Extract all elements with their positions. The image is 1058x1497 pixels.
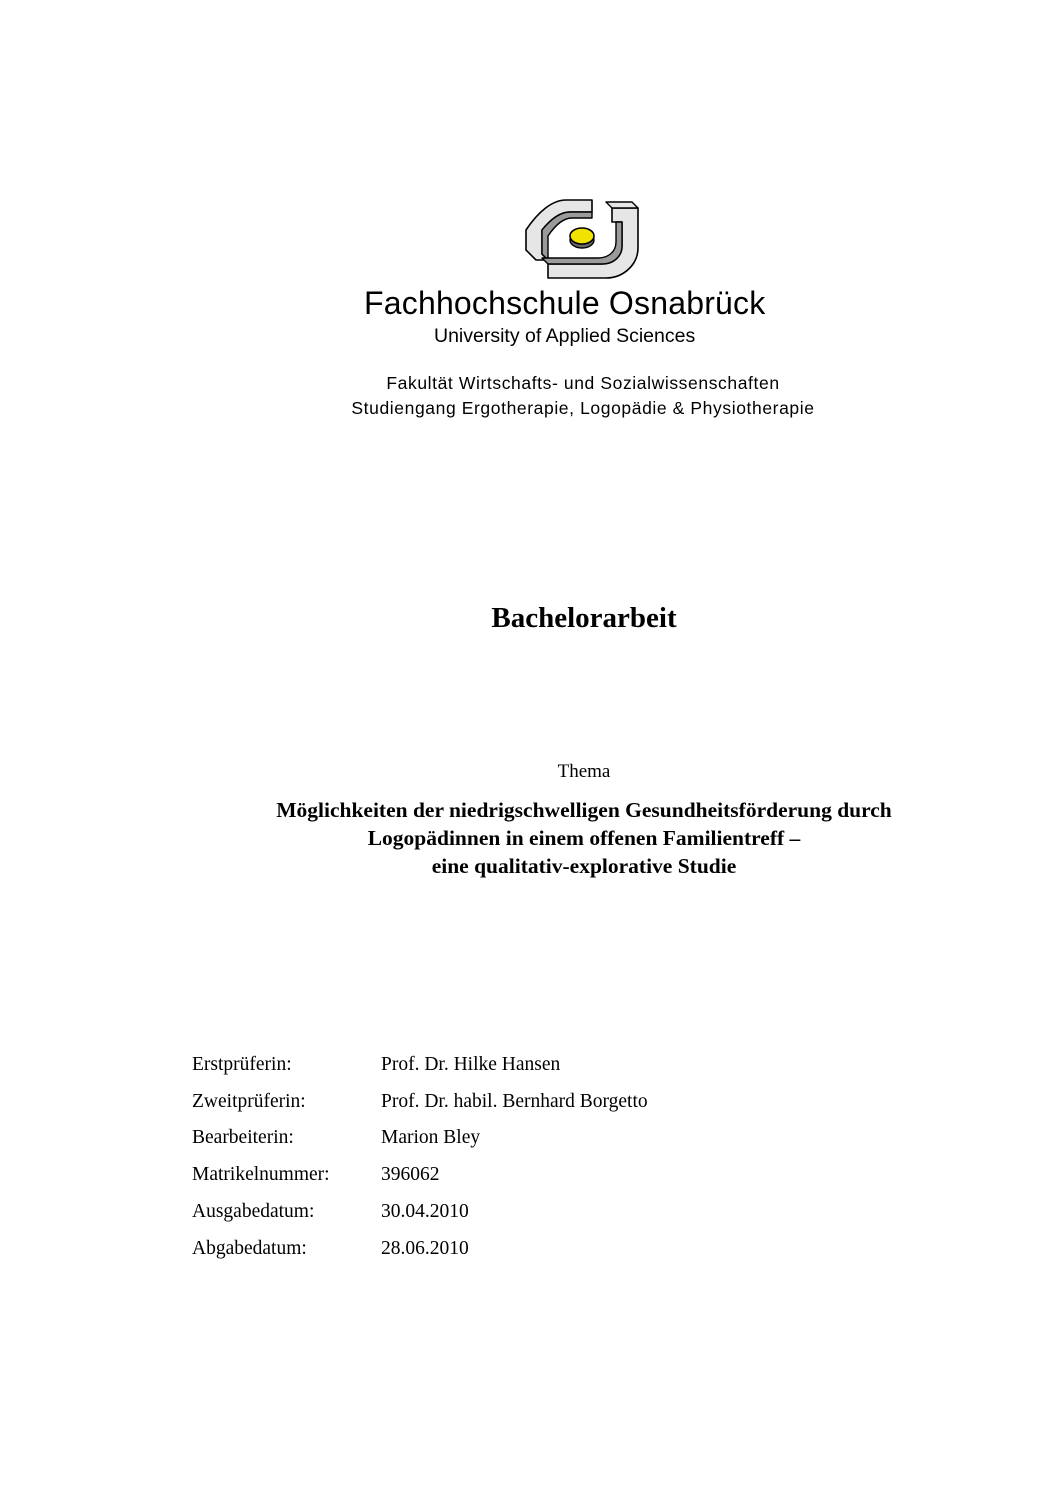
detail-value: 30.04.2010: [381, 1201, 469, 1222]
thesis-title-line-3: eine qualitativ-explorative Studie: [431, 854, 737, 878]
faculty-name: Fakultät Wirtschafts- und Sozialwissenschaften: [386, 373, 780, 393]
topic-label: Thema: [557, 761, 611, 782]
institution-subtitle: University of Applied Sciences: [434, 325, 696, 347]
detail-label: Bearbeiterin:: [192, 1127, 294, 1148]
institution-name: Fachhochschule Osnabrück: [364, 285, 766, 321]
detail-label: Erstprüferin:: [192, 1054, 292, 1075]
detail-label: Ausgabedatum:: [192, 1201, 315, 1222]
detail-label: Abgabedatum:: [192, 1238, 307, 1259]
university-logo: [520, 198, 646, 282]
detail-value: 28.06.2010: [381, 1238, 469, 1259]
thesis-title-line-1: Möglichkeiten der niedrigschwelligen Gesundheitsförderung durch: [276, 798, 892, 822]
detail-label: Matrikelnummer:: [192, 1164, 330, 1185]
thesis-title-line-2: Logopädinnen in einem offenen Familientreff –: [367, 826, 801, 850]
program-name: Studiengang Ergotherapie, Logopädie & Physiotherapie: [351, 398, 815, 418]
detail-value: 396062: [381, 1164, 440, 1185]
detail-value: Prof. Dr. habil. Bernhard Borgetto: [381, 1091, 648, 1112]
document-type: Bachelorarbeit: [491, 602, 677, 634]
detail-label: Zweitprüferin:: [192, 1091, 306, 1112]
detail-value: Marion Bley: [381, 1127, 481, 1148]
detail-value: Prof. Dr. Hilke Hansen: [381, 1054, 561, 1075]
